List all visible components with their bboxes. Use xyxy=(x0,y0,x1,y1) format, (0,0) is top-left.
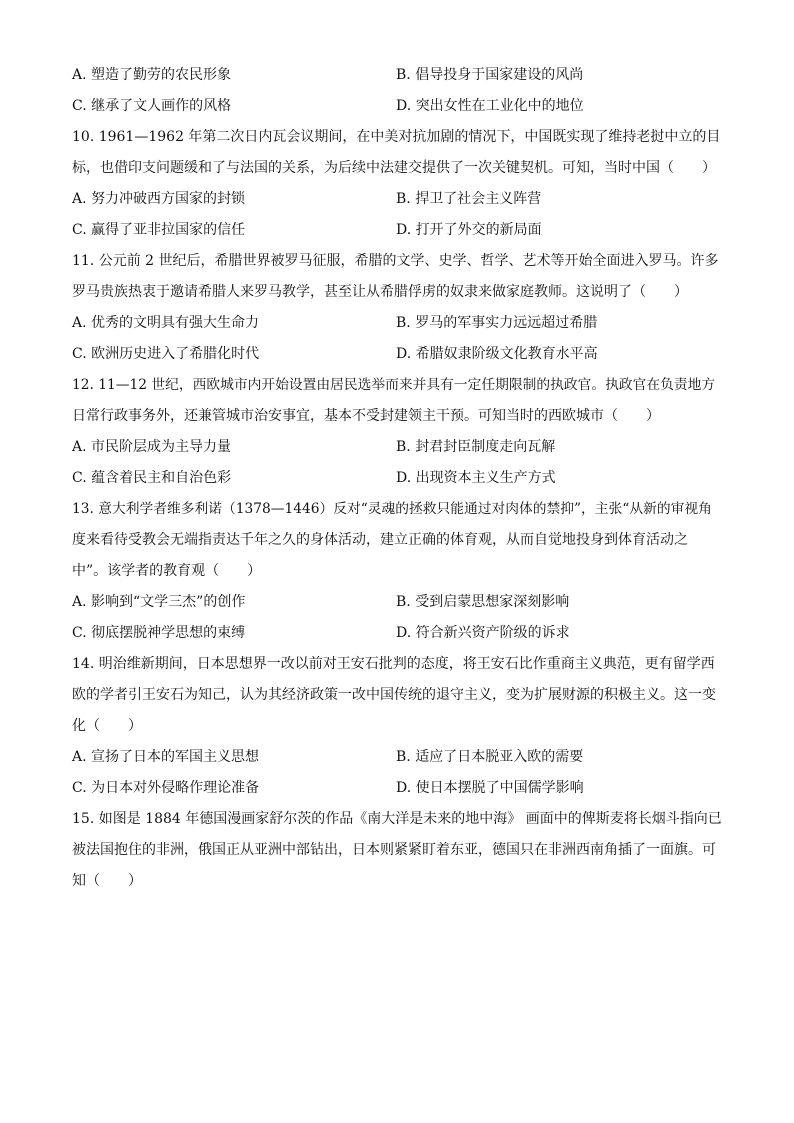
q14-stem-line-1: 14. 明治维新期间，日本思想界一改以前对王安石批判的态度，将王安石比作重商主义典范，更有留学西 xyxy=(72,656,715,672)
exam-page xyxy=(72,66,722,903)
q9-option-c[interactable]: C. 继承了文人画作的风格 xyxy=(72,98,232,114)
q11-options-row-2 xyxy=(72,345,722,376)
q12-stem-line-1: 12. 11—12 世纪，西欧城市内开始设置由居民选举而来并具有一定任期限制的执政官。执政官在负责地方 xyxy=(72,377,716,393)
q14-option-b[interactable]: B. 适应了日本脱亚入欧的需要 xyxy=(396,749,584,765)
q14-option-a[interactable]: A. 宣扬了日本的军国主义思想 xyxy=(72,749,260,765)
q9-option-b[interactable]: B. 倡导投身于国家建设的风尚 xyxy=(396,67,584,83)
q10-stem-line-1: 10. 1961—1962 年第二次日内瓦会议期间，在中美对抗加剧的情况下，中国既实现了维持老挝中立的目 xyxy=(72,129,721,145)
q9-options-row-1 xyxy=(72,66,722,97)
q13-option-b[interactable]: B. 受到启蒙思想家深刻影响 xyxy=(396,594,570,610)
q13-option-c[interactable]: C. 彻底摆脱神学思想的束缚 xyxy=(72,625,246,641)
q12-option-b[interactable]: B. 封君封臣制度走向瓦解 xyxy=(396,439,556,455)
q12-option-a[interactable]: A. 市民阶层成为主导力量 xyxy=(72,439,232,455)
q13-stem-line-2: 度来看待受教会无端指责达千年之久的身体活动，建立正确的体育观，从而自觉地投身到体育活动之 xyxy=(72,532,688,548)
q15-stem-line-2: 被法国抱住的非洲，俄国正从亚洲中部钻出，日本则紧紧盯着东亚，德国只在非洲西南角插了一面旗。可 xyxy=(72,842,716,858)
q12-options-row-1 xyxy=(72,438,722,469)
q14-options-row-1 xyxy=(72,748,722,779)
q11-option-d[interactable]: D. 希腊奴隶阶级文化教育水平高 xyxy=(396,346,598,362)
q13-option-d[interactable]: D. 符合新兴资产阶级的诉求 xyxy=(396,625,570,641)
q13-option-a[interactable]: A. 影响到“文学三杰”的创作 xyxy=(72,594,246,610)
q10-option-b[interactable]: B. 捍卫了社会主义阵营 xyxy=(396,191,542,207)
q12-options-row-2 xyxy=(72,469,722,500)
q12-option-d[interactable]: D. 出现资本主义生产方式 xyxy=(396,470,556,486)
q13-options-row-1 xyxy=(72,593,722,624)
q11-option-a[interactable]: A. 优秀的文明具有强大生命力 xyxy=(72,315,260,331)
q10-option-a[interactable]: A. 努力冲破西方国家的封锁 xyxy=(72,191,246,207)
q10-option-d[interactable]: D. 打开了外交的新局面 xyxy=(396,222,542,238)
q11-options-row-1 xyxy=(72,314,722,345)
q15-stem-line-1: 15. 如图是 1884 年德国漫画家舒尔茨的作品《南大洋是未来的地中海》 画面中的俾斯麦将长烟斗指向已 xyxy=(72,811,722,827)
q14-options-row-2 xyxy=(72,779,722,810)
q13-options-row-2 xyxy=(72,624,722,655)
q11-option-b[interactable]: B. 罗马的军事实力远远超过希腊 xyxy=(396,315,598,331)
q15-stem-line-3: 知（ ） xyxy=(72,873,142,889)
q9-option-d[interactable]: D. 突出女性在工业化中的地位 xyxy=(396,98,584,114)
q14-stem-line-2: 欧的学者引王安石为知己，认为其经济政策一改中国传统的退守主义，变为扩展财源的积极主义。这一变 xyxy=(72,687,716,703)
q14-option-d[interactable]: D. 使日本摆脱了中国儒学影响 xyxy=(396,780,584,796)
q10-stem-line-2: 标，也借印支问题缓和了与法国的关系，为后续中法建交提供了一次关键契机。可知，当时中国（ ） xyxy=(72,160,716,176)
q9-option-a[interactable]: A. 塑造了勤劳的农民形象 xyxy=(72,67,232,83)
q10-options-row-2 xyxy=(72,221,722,252)
q11-stem-line-2: 罗马贵族热衷于邀请希腊人来罗马教学，甚至让从希腊俘虏的奴隶来做家庭教师。这说明了（ ） xyxy=(72,284,688,300)
q14-stem-line-3: 化（ ） xyxy=(72,718,142,734)
q14-option-c[interactable]: C. 为日本对外侵略作理论准备 xyxy=(72,780,260,796)
q11-stem-line-1: 11. 公元前 2 世纪后，希腊世界被罗马征服，希腊的文学、史学、哲学、艺术等开始全面进入罗马。许多 xyxy=(72,253,719,269)
q13-stem-line-3: 中”。该学者的教育观（ ） xyxy=(72,563,262,579)
q10-option-c[interactable]: C. 赢得了亚非拉国家的信任 xyxy=(72,222,246,238)
q11-option-c[interactable]: C. 欧洲历史进入了希腊化时代 xyxy=(72,346,260,362)
q10-options-row-1 xyxy=(72,190,722,221)
q12-option-c[interactable]: C. 蕴含着民主和自治色彩 xyxy=(72,470,232,486)
q12-stem-line-2: 日常行政事务外，还兼管城市治安事宜，基本不受封建领主干预。可知当时的西欧城市（ ） xyxy=(72,408,660,424)
q13-stem-line-1: 13. 意大利学者维多利诺（1378—1446）反对“灵魂的拯救只能通过对肉体的禁抑”，主张“从新的审视角 xyxy=(72,501,712,517)
q9-options-row-2 xyxy=(72,97,722,128)
